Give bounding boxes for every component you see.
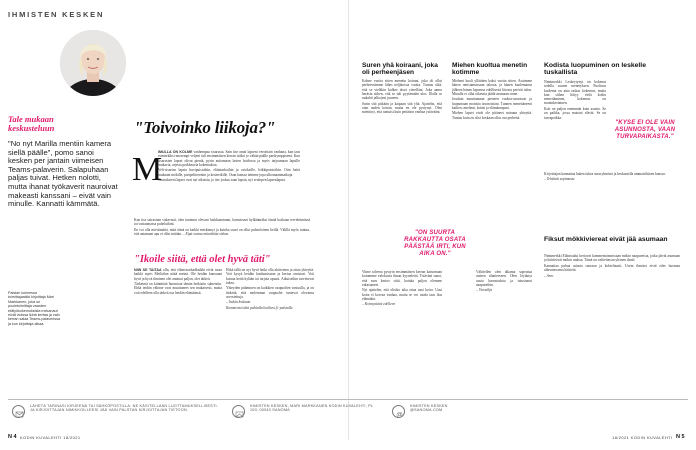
side-caption-title: Tale mukaan keskusteluun	[8, 114, 55, 133]
left-mag-label: KODIN KUVALEHTI 18/2021	[20, 435, 81, 440]
intro-lead: IMULLA ON KOLME	[158, 150, 193, 154]
intro-sign: – Eipä vastaa mitenkään siskoa	[182, 232, 229, 237]
col1-body-2: Surin sitä pitkään ja kaipaan sitä yhä. Ajattelin, että otan uuden koiran, mutta en ole pystynyt. Olen miettinyt, että tuntuisi kuin pettäisin vanhaa ystävääni.	[362, 101, 442, 115]
mail-icon	[12, 405, 25, 418]
col3-body-5: Kannattaa puhua asiasta suoraan ja kohteliaasti. Usein ihmiset eivät edes huomaa aiheuttavansa häiriötä.	[544, 263, 680, 273]
col3-title: Kodista luopuminen on leskelle tuskallista	[544, 62, 646, 77]
drop-cap: M	[132, 151, 163, 188]
col2-body-3: Miehen lapset eivät ole pitäneet minuun yhteyttä. Tuntuu kuin en olisi koskaan ollut osa perhettä.	[452, 111, 532, 120]
col3-text-lower	[544, 254, 680, 279]
col1-title: Suren yhä koiraani, joka oli perheenjäsen	[362, 62, 438, 77]
col3-sign: – Tehtävät sopimusta	[544, 177, 575, 182]
col1-text-lower	[362, 270, 442, 308]
second-title: "Ikoile siitä, että olet hyvä täti"	[134, 254, 271, 265]
col2-body-4: Vähitellen olen alkanut sopeutua uuteen tilanteeseen. Olen löytänyt uusia harrastuksia ja tutustunut naapureihin.	[476, 270, 532, 287]
col3-title-2: Fiksut mökkiviereat eivät jää asumaan	[544, 236, 668, 243]
intro-text-wide	[134, 218, 310, 238]
col3-sign-2: – Arm.	[544, 273, 554, 278]
col2-text	[452, 79, 532, 121]
footer-divider	[8, 399, 688, 400]
col1-sign: – Koiraystävä edelleen	[362, 302, 396, 307]
col3-body-3: Kirjoittajan kannattaa hakea tukea sururyhmistä ja keskustella ammattilaisen kanssa.	[544, 172, 666, 176]
right-page-number: N 5	[676, 434, 685, 440]
intro-body: vanhempaa sisarusta. Sain itse omat lapseni verrattain vanhana, kun taas esimerkiksi nuorempi veljeni tuli ensimmäisen kerran isäksi jo vähän päälle parikymppisenä. Kun sisarusten lapset olivat pieniä, pyrin auttamaan lasten hoidossa ja myös tarjoamaan lapsille mukavia, arjesta poikkeavia kokemuksia.	[158, 150, 300, 167]
col1-text	[362, 79, 442, 116]
intro-body-4: Kun itse sairastuin vakavasti, olen tuntenut olevani loukkaantunut, harmissani hylkäämäksi tämiä koskaan tervehtimässä tai vastaamassa puheluihini.	[134, 218, 310, 227]
col3-body: Nimimerkki Leskeytynyt on kokenut todella suuren menetyksen. Puolison kuolema on aina raskas kokemus, mutta kun siihen liittyy vielä kodin menettäminen, kokemus on moninkertainen.	[544, 80, 606, 106]
second-sign-2: Kommentoi tätä palstalla kotiliesi.fi -palstalla	[226, 305, 293, 310]
second-body: olla, että eläinsisarkadkaikki eivät tuota kaikki myös Meiltälon näitä meinä. Ole heidän kanssaan hyvä ja hyvä ihminen olet antanut paljon, olet tärkeä.	[134, 268, 223, 281]
envelope-icon	[232, 405, 245, 418]
center-pull-quote: "ON SUURTA RAKKAUTTA OSATA PÄÄSTÄÄ IRTI, KUN AIKA ON."	[404, 230, 466, 257]
footer-left-text: LÄHETÄ TARINASI KIRJEENÄ TAI SÄHKÖPOSTILLA. NE KÄSITELLÄÄN LUOTTAMUKSELLISESTI. JA KIRJOITTAJAN NIMIKKOILLEESI JÄÄ VAIN PALSTAN KIRJOITTAJAN TIETOON.	[30, 404, 219, 413]
footer-right-text: IHMISTEN KESKEN @SANOMA.COM	[410, 404, 448, 413]
svg-text:@: @	[396, 411, 403, 419]
side-pull-quote: "No nyt Marilla mentiin kamera siellä päälle", pomo sanoi kesken per jantain viimeisen Teams-palaverin. Salapuhaan paljas tuivat. Hetken nolotti, mutta ihanat työkaverit nauroivat makeasti kanssani – eivät vain minulle. Kannatti kämmätä.	[8, 139, 118, 209]
right-mag-label: 18/2021 KODIN KUVALEHTI	[612, 435, 673, 440]
col3-body-2: Koti on paljon enemmän kuin asunto. Se on paikka, jossa muistot elävät. Se on turvapaikka.	[544, 106, 606, 120]
col3-body-4: Nimimerkki Eläintaulut kertovat kommentoinnissaan mökin naapureista, jotka jäivät asumaan ja häiritsivät mökin rauhaa. Tämä on valitettavan yleinen ilmiö.	[544, 254, 680, 263]
col1-body-4: Nyt ajattelen, että olisiko aika ottaa uusi koira. Uusi koira ei korvaa vanhaa, mutta se voi tuoda taas iloa elämääni.	[362, 288, 442, 301]
second-col-1	[134, 268, 222, 296]
col1-body-3: Viime talvena pystyin ensimmäisen kerran katsomaan koiramme valokuvia ilman kyyneleitä. Ystäväni sanoi, että suru kertoo siitä, kuinka paljon olemme rakastaneet.	[362, 270, 442, 287]
main-title: "Toivoinko liikoja?"	[134, 118, 276, 137]
col2-text-lower	[476, 270, 532, 294]
intro-text	[158, 150, 300, 184]
section-title: IHMISTEN KESKEN	[8, 10, 105, 19]
col2-sign: – Vierailija	[476, 288, 493, 293]
col3-text	[544, 80, 606, 121]
col2-body: Mieheni kuoli yllättäen kaksi vuotta sitten. Asuimme hänen omistamassaan talossa, ja hänen kuolemansa jälkeen hänen lapsensa edellisestä liitosta perivät talon. Minulla ei ollut oikeutta jäädä asumaan sinne.	[452, 79, 532, 96]
second-sign: – Inekin koskaan	[226, 300, 251, 305]
intro-body-5: En voi olla miettimättä, mitä tämä on kaikki merkinnyt ja kuinka suuri on ollut puheoloinen heillä. Välillä myös tuntuu, että antamani apu ei ollut mitään.	[134, 227, 310, 237]
second-body-4: Yhteyden pitäminen on kaikkien osapuolten vastuulla, ja on tärkeää, että molemmat osapuolet tuntevat olevansa arvostettuja.	[226, 286, 314, 299]
second-lead: NIIN SE TAITAA	[134, 268, 162, 272]
footer-middle-text: IHMISTEN KESKEN, MARI MARKKANEN KODIN KUVALEHTI, PL 100, 00040 SANOMA	[250, 404, 374, 413]
second-col-2	[226, 268, 314, 311]
side-note: Palstan kolmessa toimittajaaikki kirjoittaja Mari Markkanen, joka on puoletoimittaja vaarden etätyökokemuksista mekanaut eivät vioissa ikinä kertaa ja vain kerran salaa Teams-palaverissa ja kun kirjoittaja alkaa.	[8, 291, 60, 326]
second-body-3: Ehkä tällä on nyt hyvä hetki olla aktiivinen ja ottaa yhteyttä. Voit kysyä heidän kuulumisiaan ja kertoa omistasi. Voit kutsua heitä kylään tai tarjota apuasi. Aikuisetkin tarvitsevat tukea.	[226, 268, 314, 285]
page-divider	[348, 0, 349, 440]
col3-text-mid	[544, 172, 680, 183]
left-page-number: N 4	[8, 434, 17, 440]
at-icon	[392, 405, 405, 418]
col2-title: Miehen kuoltua menetin kotimme	[452, 62, 528, 77]
second-body-2: Tärkeintä on kiinnittää huomiota tämän hetkisiin suhteisiin. Ehkä teidän välinne ovat muuttuneet sen mukaisesti, mutta voit edelleen olla tärkeä osa heidän elämäänsä.	[134, 282, 222, 295]
col1-body: Kolme vuotta sitten menetin koirani, joka oli ollut perheessämme lähes neljätoista vuotta. Tuntuu siltä, että se vieläkin kulkee tässä vierelläni. Joka aamu heräsin siihen, että se tuli pyytämään ulos. Illalla se nukahti jalkojeni juureen.	[362, 79, 442, 101]
author-portrait	[60, 30, 126, 96]
intro-body-3: Sisaruksieni lapset ovat nyt aikuisia, ja itse joskus saan lapsia, nyt seulopen lapsenlapsia.	[158, 178, 286, 183]
right-pull-quote: "KYSE EI OLE VAIN ASUNNOSTA, VAAN TURVAPAIKASTA."	[614, 120, 676, 140]
intro-body-2: Veli-sisarten lapsia huvipuistoihin, eläintarhoihin ja ostoksille, leikkipuistoihin. Otin heitä mukaani mökille, puripelitreeniin ja kesäretkille. Osan kanssa teimme jopa ulkomaanmatkoja.	[158, 168, 300, 177]
col2-body-2: Jouduin muuttamaan pieneen vuokra-asuntoon ja luopumaan monista tavaroistani. Tunnen menettäneeni kaiken: mieheni, kotini ja elämäntapani.	[452, 97, 532, 110]
